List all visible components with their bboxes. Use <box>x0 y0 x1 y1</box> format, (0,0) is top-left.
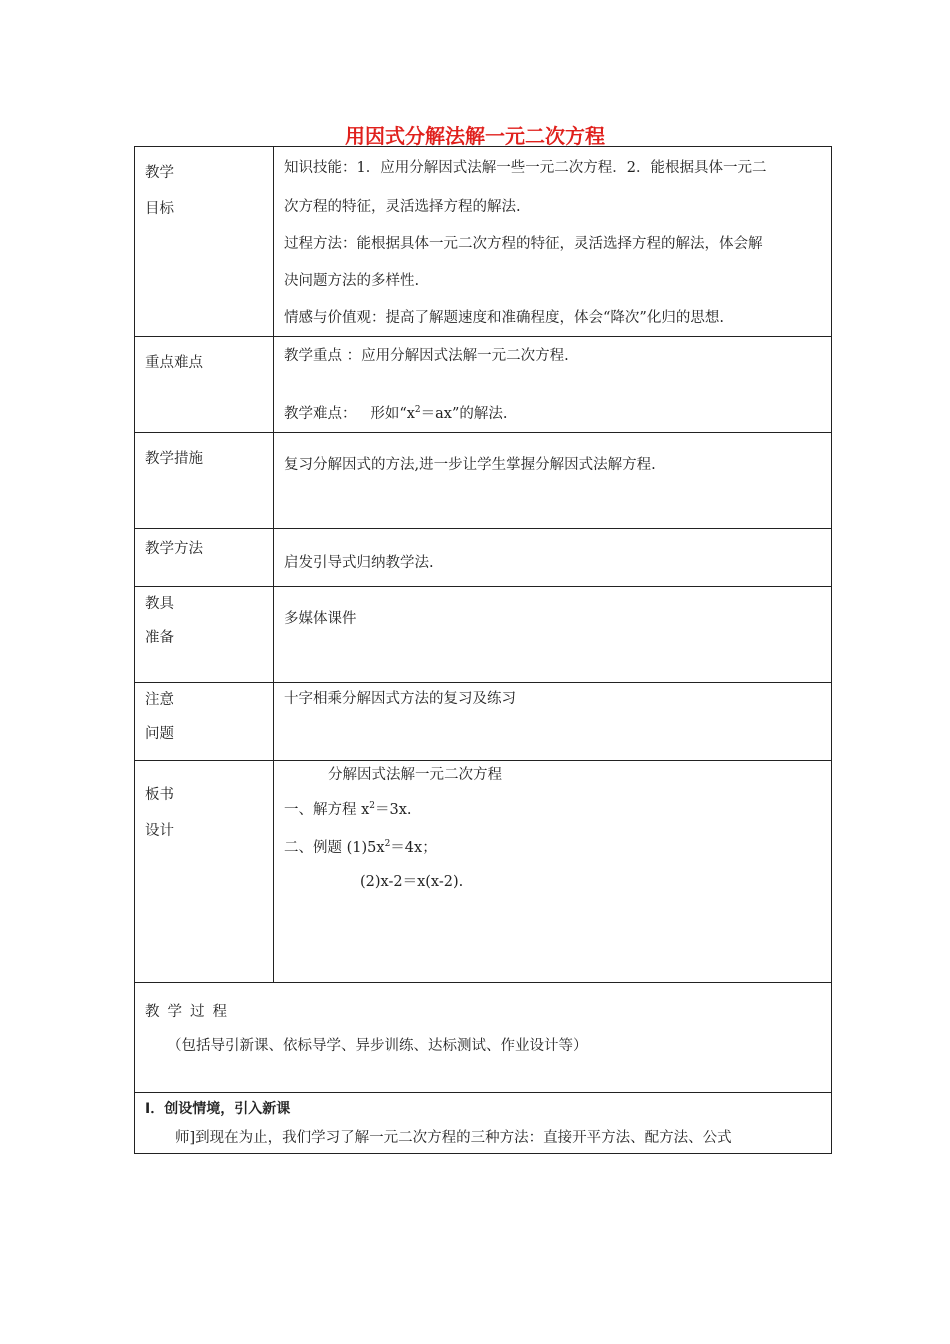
row-section1 <box>135 1093 832 1154</box>
keypoints-line-2-prefix: 教学难点： 形如“x <box>284 405 415 422</box>
label-tools-line2: 准备 <box>145 630 174 646</box>
row-method <box>135 529 832 587</box>
keypoints-line-2 <box>284 399 825 425</box>
content-board <box>274 761 832 983</box>
row-goals <box>135 147 832 337</box>
board-heading: 分解因式法解一元二次方程 <box>328 767 502 783</box>
row-process <box>135 983 832 1093</box>
label-board <box>135 761 274 983</box>
goals-line-2: 次方程的特征，灵活选择方程的解法. <box>284 199 521 215</box>
content-process <box>135 983 832 1093</box>
board-line-1 <box>284 789 825 827</box>
label-board-line2: 设计 <box>145 823 174 839</box>
document-title: 用因式分解法解一元二次方程 <box>345 124 605 148</box>
section1-text: 师]到现在为止，我们学习了解一元二次方程的三种方法：直接开平方法、配方法、公式 <box>175 1130 732 1146</box>
tools-text: 多媒体课件 <box>284 611 357 627</box>
content-measures <box>274 433 832 529</box>
row-measures <box>135 433 832 529</box>
board-line-3: (2)x-2＝x(x-2). <box>360 873 464 890</box>
label-measures: 教学措施 <box>135 433 274 529</box>
content-tools <box>274 587 832 683</box>
label-notes-line2: 问题 <box>145 726 174 742</box>
content-section1 <box>135 1093 832 1154</box>
label-notes <box>135 683 274 761</box>
label-board-line1: 板书 <box>145 787 174 803</box>
board-line-1-prefix: 一、解方程 x <box>284 801 370 818</box>
keypoints-line-2-suffix: ＝ax”的解法. <box>420 405 508 422</box>
label-tools-line1: 教具 <box>145 596 174 612</box>
goals-line-5: 情感与价值观：提高了解题速度和准确程度，体会“降次”化归的思想. <box>284 310 724 326</box>
content-notes <box>274 683 832 761</box>
board-line-2-sup: 2 <box>384 838 391 849</box>
label-goals-line2: 目标 <box>145 201 174 217</box>
keypoints-line-1: 教学重点 ：应用分解因式法解一元二次方程. <box>284 348 569 364</box>
board-line-1-sup: 2 <box>369 801 376 811</box>
label-goals <box>135 147 274 337</box>
content-keypoints <box>274 337 832 433</box>
row-notes <box>135 683 832 761</box>
board-line-1-suffix: ＝3x. <box>375 801 412 818</box>
lesson-plan-table <box>134 146 832 1154</box>
section1-heading: Ⅰ．创设情境，引入新课 <box>145 1101 291 1117</box>
goals-line-4: 决问题方法的多样性. <box>284 273 420 289</box>
label-notes-line1: 注意 <box>145 692 174 708</box>
method-text: 启发引导式归纳教学法. <box>284 555 434 571</box>
content-method <box>274 529 832 587</box>
row-tools <box>135 587 832 683</box>
process-note: （包括导引新课、依标导学、异步训练、达标测试、作业设计等） <box>167 1038 588 1054</box>
row-board <box>135 761 832 983</box>
goals-line-3: 过程方法：能根据具体一元二次方程的特征，灵活选择方程的解法，体会解 <box>284 236 763 252</box>
label-goals-line1: 教学 <box>145 165 174 181</box>
goals-line-1: 知识技能：1．应用分解因式法解一些一元二次方程．2．能根据具体一元二 <box>284 160 767 176</box>
label-keypoints: 重点难点 <box>135 337 274 433</box>
board-line-2-suffix: ＝4x； <box>390 839 437 856</box>
row-keypoints <box>135 337 832 433</box>
notes-text: 十字相乘分解因式方法的复习及练习 <box>284 691 516 707</box>
keypoints-line-2-sup: 2 <box>414 405 421 415</box>
label-tools <box>135 587 274 683</box>
content-goals <box>274 147 832 337</box>
measures-text: 复习分解因式的方法,进一步让学生掌握分解因式法解方程. <box>284 457 656 473</box>
board-line-2 <box>284 827 825 865</box>
label-method: 教学方法 <box>135 529 274 587</box>
process-heading: 教学过程 <box>145 1004 235 1020</box>
board-line-2-prefix: 二、例题 (1)5x <box>284 839 385 856</box>
